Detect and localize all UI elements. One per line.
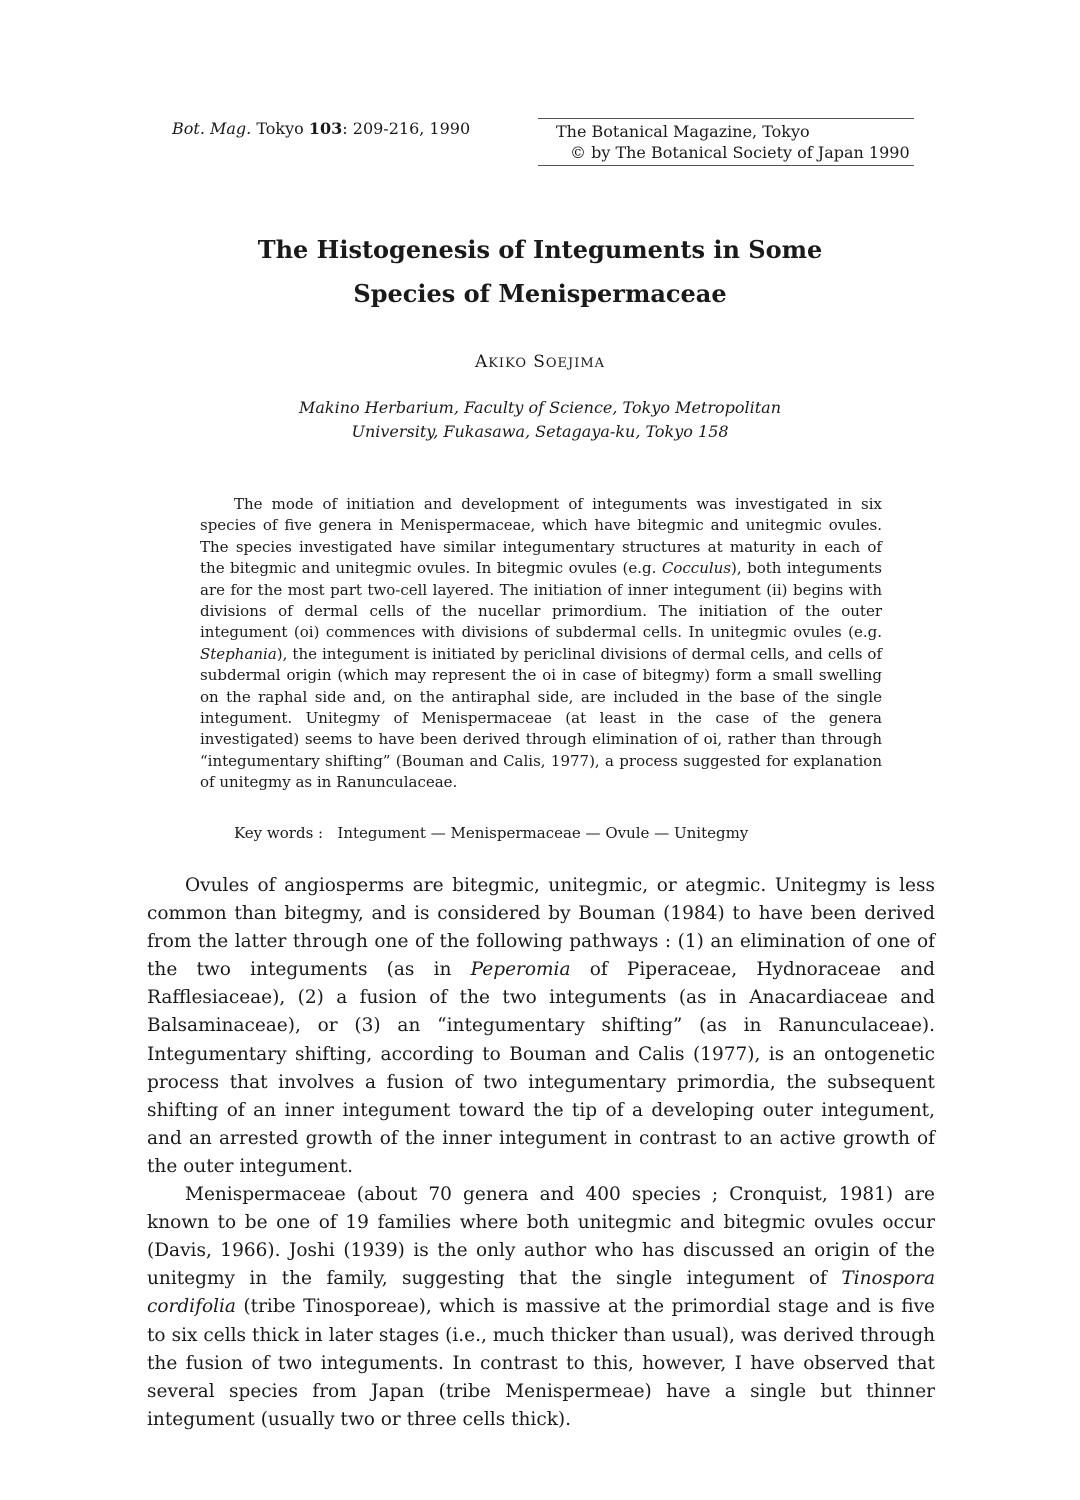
- abstract-genus-stephania: Stephania: [200, 644, 277, 663]
- body-text: [147, 872, 935, 1434]
- body-p1-text-a: Ovules of angiosperms are bitegmic, unitegmic, or ategmic. Unitegmy is less common than bitegmy, and is considered by Bouman (1984) to have been derived from the latter through one of the following pathways : (1) an elimination of one of the two integuments (as in: [147, 875, 935, 981]
- keywords-terms: Integument — Menispermaceae — Ovule — Unitegmy: [337, 824, 749, 842]
- body-p1-genus: Peperomia: [470, 959, 571, 981]
- body-p2-text-b: (tribe Tinosporeae), which is massive at the primordial stage and is five to six cells thick in later stages (i.e., much thicker than usual), was derived through the fusion of two integuments. In contrast to this, however, I have observed that several species from Japan (tribe Menispermeae) have a single but thinner integument (usually two or three cells thick).: [147, 1296, 935, 1430]
- abstract-text-2: ), both integuments are for the most part two-cell layered. The initiation of inner integument (ii) begins with divisions of dermal cells of the nucellar primordium. The initiation of the outer integument (oi) commences with divisions of subdermal cells. In unitegmic ovules (e.g.: [200, 559, 882, 642]
- author-last-initial: S: [533, 352, 546, 372]
- affiliation-line-2: University, Fukasawa, Setagaya-ku, Tokyo 158: [351, 422, 729, 441]
- citation-journal: Bot. Mag.: [172, 119, 252, 138]
- citation-city: Tokyo: [256, 119, 304, 138]
- keywords: [234, 824, 874, 842]
- author-name: [140, 352, 940, 372]
- affiliation: [140, 396, 940, 444]
- title-line-1: The Histogenesis of Integuments in Some: [257, 235, 823, 264]
- citation-pages: : 209-216, 1990: [342, 119, 471, 138]
- page-title: [140, 228, 940, 316]
- body-p2-text-a: Menispermaceae (about 70 genera and 400 species ; Cronquist, 1981) are known to be one of 19 families where both unitegmic and bitegmic ovules occur (Davis, 1966). Joshi (1939) is the only author who has discussed an origin of the unitegmy in the family, suggesting that the single integument of: [147, 1184, 935, 1290]
- abstract-text-3: ), the integument is initiated by periclinal divisions of dermal cells, and cells of subdermal origin (which may represent the oi in case of bitegmy) form a small swelling on the raphal side and, on the antiraphal side, are included in the base of the single integument. Unitegmy of Menispermaceae (at least in the case of the genera investigated) seems to have been derived through elimination of oi, rather than through “integumentary shifting” (Bouman and Calis, 1977), a process suggested for explanation of unitegmy as in Ranunculaceae.: [200, 644, 882, 792]
- citation-line: [172, 118, 532, 140]
- author-first-initial: A: [474, 352, 489, 372]
- journal-info-box: [538, 118, 914, 166]
- affiliation-line-1: Makino Herbarium, Faculty of Science, Tokyo Metropolitan: [298, 398, 782, 417]
- body-paragraph-1: [147, 872, 935, 1181]
- title-line-2: Species of Menispermaceae: [353, 279, 727, 308]
- copyright-line: © by The Botanical Society of Japan 1990: [570, 143, 910, 162]
- abstract-genus-cocculus: Cocculus: [661, 559, 732, 578]
- keywords-label: Key words :: [234, 824, 324, 842]
- journal-name: The Botanical Magazine, Tokyo: [556, 122, 810, 141]
- abstract: [200, 494, 882, 794]
- author-last-rest: OEJIMA: [545, 356, 606, 371]
- author-first-rest: KIKO: [488, 356, 528, 371]
- body-paragraph-2: [147, 1181, 935, 1434]
- body-p2-species: Tinospora cordifolia: [147, 1268, 935, 1318]
- abstract-text-1: The mode of initiation and development of integuments was investigated in six species of five genera in Menispermaceae, which have bitegmic and unitegmic ovules. The species investigated have similar integumentary structures at maturity in each of the bitegmic and unitegmic ovules. In bitegmic ovules (e.g.: [200, 495, 882, 578]
- citation-volume: 103: [308, 119, 343, 138]
- body-p1-text-b: of Piperaceae, Hydnoraceae and Rafflesiaceae), (2) a fusion of the two integuments (as in Anacardiaceae and Balsaminaceae), or (3) an “integumentary shifting” (as in Ranunculaceae). Integumentary shifting, according to Bouman and Calis (1977), is an ontogenetic process that involves a fusion of two integumentary primordia, the subsequent shifting of an inner integument toward the tip of a developing outer integument, and an arrested growth of the inner integument in contrast to an active growth of the outer integument.: [147, 959, 935, 1177]
